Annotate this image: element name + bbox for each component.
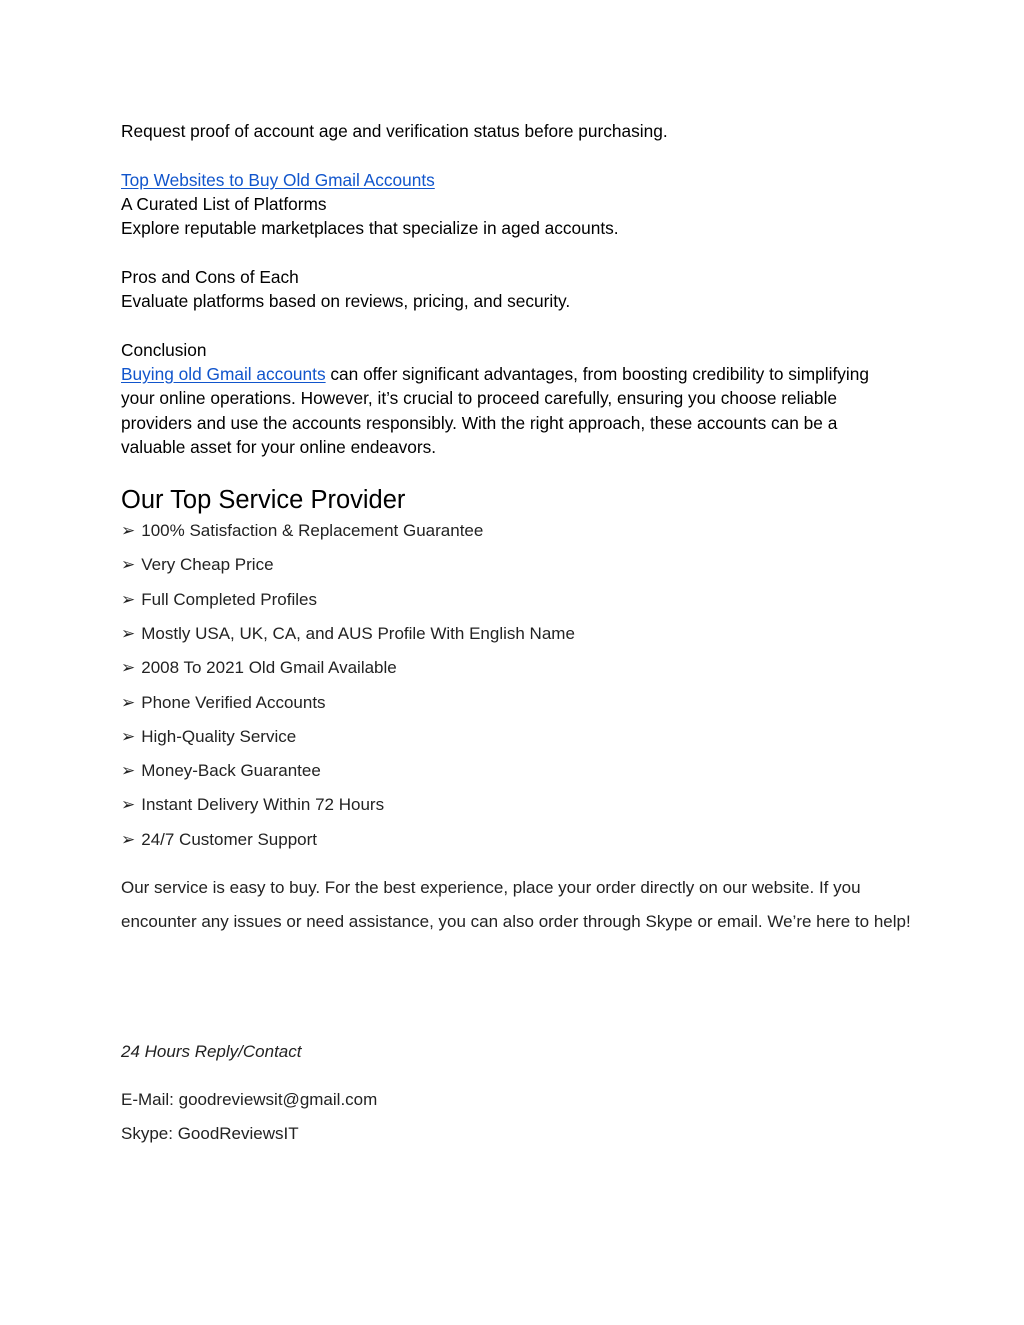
skype-contact: Skype: GoodReviewsIT — [121, 1124, 299, 1143]
provider-feature-item — [121, 657, 397, 679]
curated-list-subtitle: A Curated List of Platforms — [121, 194, 327, 214]
provider-feature-label: 100% Satisfaction & Replacement Guarantee — [141, 521, 484, 540]
arrow-bullet-icon: ➢ — [121, 555, 136, 575]
email-contact: E-Mail: goodreviewsit@gmail.com — [121, 1090, 378, 1109]
pros-cons-description: Evaluate platforms based on reviews, pricing, and security. — [121, 291, 571, 311]
provider-heading: Our Top Service Provider — [121, 486, 406, 514]
arrow-bullet-icon: ➢ — [121, 623, 136, 643]
arrow-bullet-icon: ➢ — [121, 692, 136, 712]
conclusion-text: can offer significant advantages, from boosting credibility to simplifying your online operations. However, it’s crucial to proceed carefully, ensuring you choose reliable providers and use the accounts responsibly. With the right approach, these accounts can be a valuable asset for your online endeavors. — [121, 364, 869, 457]
request-proof-text: Request proof of account age and verification status before purchasing. — [121, 121, 668, 141]
provider-feature-item — [121, 554, 274, 576]
service-description: Our service is easy to buy. For the best experience, place your order directly on our website. If you encounter any issues or need assistance, you can also order through Skype or email. We’re here to help! — [121, 878, 911, 932]
arrow-bullet-icon: ➢ — [121, 795, 136, 815]
provider-feature-item — [121, 726, 296, 748]
provider-feature-label: Phone Verified Accounts — [141, 692, 326, 712]
arrow-bullet-icon: ➢ — [121, 521, 136, 540]
buying-old-gmail-link[interactable]: Buying old Gmail accounts — [121, 364, 326, 384]
provider-feature-label: High-Quality Service — [141, 726, 297, 746]
conclusion-paragraph — [121, 362, 881, 459]
provider-feature-label: Mostly USA, UK, CA, and AUS Profile With English Name — [141, 623, 575, 643]
provider-feature-item — [121, 623, 575, 645]
arrow-bullet-icon: ➢ — [121, 829, 136, 849]
arrow-bullet-icon: ➢ — [121, 726, 136, 746]
arrow-bullet-icon: ➢ — [121, 658, 136, 678]
marketplaces-description: Explore reputable marketplaces that specialize in aged accounts. — [121, 218, 619, 238]
arrow-bullet-icon: ➢ — [121, 589, 136, 609]
reply-contact-label: 24 Hours Reply/Contact — [121, 1042, 302, 1061]
provider-feature-label: Full Completed Profiles — [141, 589, 317, 609]
provider-feature-item — [121, 692, 326, 714]
provider-feature-label: Instant Delivery Within 72 Hours — [141, 795, 385, 815]
provider-feature-item — [121, 794, 384, 816]
provider-feature-item — [121, 829, 317, 851]
provider-feature-item — [121, 760, 321, 782]
pros-cons-title: Pros and Cons of Each — [121, 267, 299, 287]
provider-feature-item — [121, 589, 317, 611]
conclusion-title: Conclusion — [121, 340, 207, 360]
provider-feature-label: 24/7 Customer Support — [141, 829, 318, 849]
arrow-bullet-icon: ➢ — [121, 761, 136, 781]
provider-feature-label: 2008 To 2021 Old Gmail Available — [141, 658, 397, 678]
top-websites-link[interactable]: Top Websites to Buy Old Gmail Accounts — [121, 170, 435, 190]
provider-feature-item — [121, 520, 483, 542]
provider-feature-label: Very Cheap Price — [141, 555, 274, 575]
provider-feature-label: Money-Back Guarantee — [141, 761, 321, 781]
